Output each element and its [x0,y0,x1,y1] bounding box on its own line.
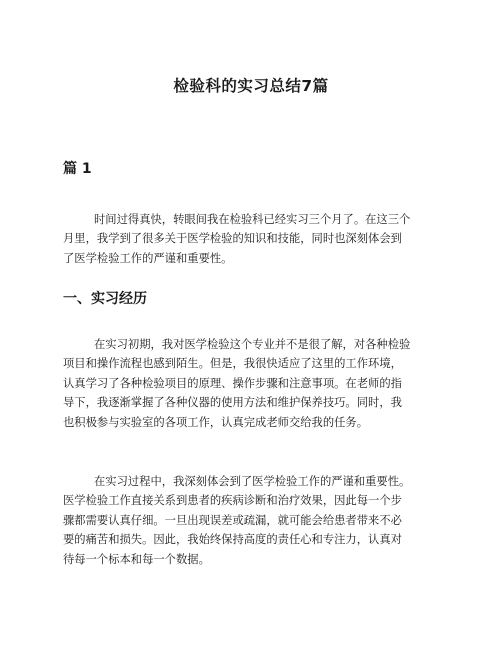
paragraph-line: 了医学检验工作的严谨和重要性。 [63,251,233,265]
paragraph-line: 要的痛苦和损失。因此，我始终保持高度的责任心和专注力，认真对 [63,533,402,547]
paragraph-line: 月里，我学到了很多关于医学检验的知识和技能，同时也深刻体会到 [63,232,402,246]
paragraph-line: 在实习初期，我对医学检验这个专业并不是很了解，对各种检验 [94,338,411,351]
document-title: 检验科的实习总结7篇 [173,77,329,95]
paragraph-line: 认真学习了各种检验项目的原理、操作步骤和注意事项。在老师的指 [63,376,402,390]
paragraph-intro [63,210,439,268]
paragraph-experience-early [63,335,439,432]
section-heading: 篇 1 [63,161,92,177]
paragraph-line: 待每一个标本和每一个数据。 [63,552,210,566]
subsection-heading: 一、实习经历 [63,291,147,307]
paragraph-line: 医学检验工作直接关系到患者的疾病诊断和治疗效果，因此每一个步 [63,494,402,508]
paragraph-experience-process [63,472,439,569]
paragraph-line: 骤都需要认真仔细。一旦出现误差或疏漏，就可能会给患者带来不必 [63,513,402,527]
paragraph-line: 项目和操作流程也感到陌生。但是，我很快适应了这里的工作环境， [63,357,402,371]
paragraph-line: 导下，我逐渐掌握了各种仪器的使用方法和维护保养技巧。同时，我 [63,396,402,410]
paragraph-line: 也积极参与实验室的各项工作，认真完成老师交给我的任务。 [63,415,369,429]
paragraph-line: 在实习过程中，我深刻体会到了医学检验工作的严谨和重要性。 [94,475,411,488]
paragraph-line: 时间过得真快，转眼间我在检验科已经实习三个月了。在这三个 [94,213,411,226]
